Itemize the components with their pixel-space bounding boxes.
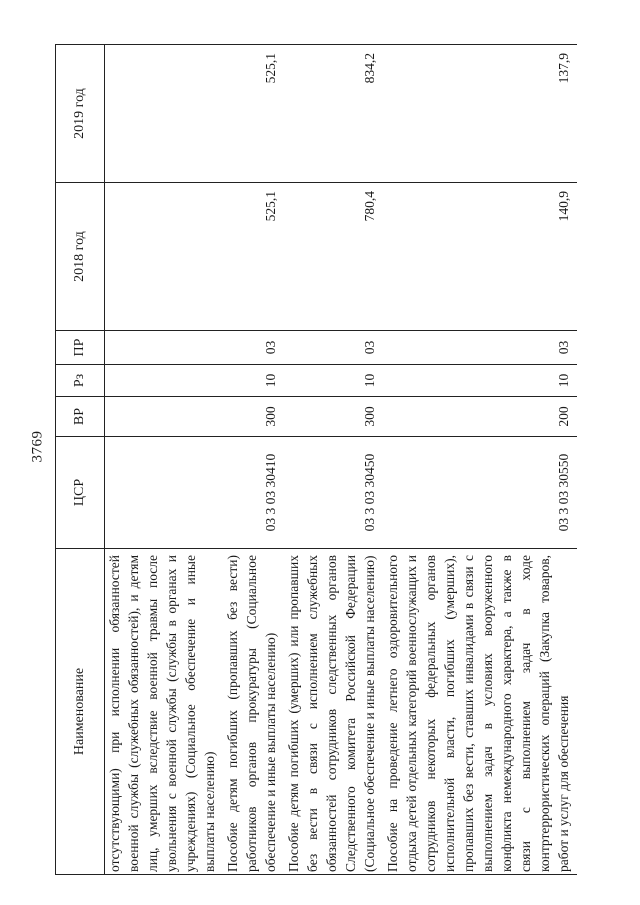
row-csr: 03 3 03 30410	[223, 437, 284, 549]
row-2018: 780,4	[284, 183, 383, 331]
header-csr: ЦСР	[56, 437, 105, 549]
row-rz: 10	[383, 365, 577, 397]
row-2018	[105, 183, 224, 331]
row-2019: 137,9	[383, 45, 577, 183]
rotated-table-container	[55, 45, 595, 875]
row-pr: 03	[284, 331, 383, 365]
row-2019	[105, 45, 224, 183]
row-name: отсутствующими) при исполнении обязанностей военной службы (служебных обязанностей), и детям лиц, умерших вследствие военной травмы после увольнения с военной службы (службы в органах и учреждениях) (Социальное обеспечение и иные выплаты населению)	[105, 549, 224, 875]
row-rz: 10	[284, 365, 383, 397]
header-2019: 2019 год	[56, 45, 105, 183]
table-row	[383, 45, 577, 875]
row-vr: 300	[223, 397, 284, 437]
row-2019: 834,2	[284, 45, 383, 183]
row-2018: 525,1	[223, 183, 284, 331]
row-csr	[105, 437, 224, 549]
row-name: Пособие на проведение летнего оздоровительного отдыха детей отдельных категорий военнослужащих и сотрудников некоторых федеральных органов исполнительной власти, погибших (умерших), пропавших без вести, ставших инвалидами в связи с выполнением задач в условиях вооруженного конфликта немеждународного характера, а также в связи с выполнением задач в ходе контртеррористических операций (Закупка товаров, работ и услуг для обеспечения	[383, 549, 577, 875]
row-vr: 200	[383, 397, 577, 437]
header-vr: ВР	[56, 397, 105, 437]
header-rz: Рз	[56, 365, 105, 397]
row-pr	[105, 331, 224, 365]
row-rz: 10	[223, 365, 284, 397]
row-name: Пособие детям погибших (пропавших без вести) работников органов прокуратуры (Социальное обеспечение и иные выплаты населению)	[223, 549, 284, 875]
row-2019: 525,1	[223, 45, 284, 183]
table-row	[105, 45, 224, 875]
table-row	[223, 45, 284, 875]
row-name: Пособие детям погибших (умерших) или пропавших без вести в связи с исполнением служебных обязанностей сотрудников следственных органов Следственного комитета Российской Федерации (Социальное обеспечение и иные выплаты населению)	[284, 549, 383, 875]
row-csr: 03 3 03 30550	[383, 437, 577, 549]
table-row	[284, 45, 383, 875]
page-number: 3769	[29, 430, 46, 463]
header-name: Наименование	[56, 549, 105, 875]
header-2018: 2018 год	[56, 183, 105, 331]
budget-table	[55, 44, 577, 875]
header-pr: ПР	[56, 331, 105, 365]
row-pr: 03	[383, 331, 577, 365]
table-header-row	[56, 45, 105, 875]
row-vr	[105, 397, 224, 437]
row-rz	[105, 365, 224, 397]
row-csr: 03 3 03 30450	[284, 437, 383, 549]
row-2018: 140,9	[383, 183, 577, 331]
row-vr: 300	[284, 397, 383, 437]
row-pr: 03	[223, 331, 284, 365]
